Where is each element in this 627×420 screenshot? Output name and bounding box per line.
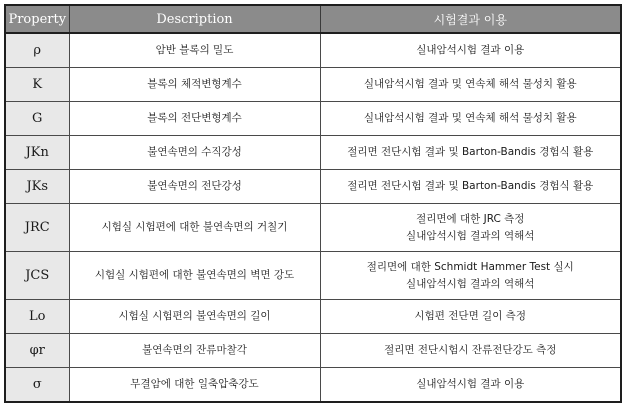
table-row: [5, 334, 621, 368]
description-cell: 무결암에 대한 일축압축강도: [69, 368, 320, 403]
description-cell: 불연속면의 잔류마찰각: [69, 334, 320, 368]
table-row: [5, 68, 621, 102]
usage-cell: [320, 252, 621, 300]
usage-cell: [320, 204, 621, 252]
property-cell: JCS: [5, 252, 69, 300]
usage-line: 실내암석시험 결과 및 연속체 해석 물성치 활용: [363, 78, 577, 90]
table-row: [5, 102, 621, 136]
usage-cell: [320, 300, 621, 334]
description-cell: 불연속면의 전단강성: [69, 170, 320, 204]
property-cell: G: [5, 102, 69, 136]
usage-cell: [320, 334, 621, 368]
property-cell: JRC: [5, 204, 69, 252]
usage-line: 절리면 전단시험 결과 및 Barton-Bandis 경험식 활용: [347, 146, 594, 158]
description-cell: 시험실 시험편에 대한 불연속면의 거칠기: [69, 204, 320, 252]
header-usage: 시험결과 이용: [320, 5, 621, 33]
property-cell: ρ: [5, 33, 69, 68]
property-cell: K: [5, 68, 69, 102]
property-cell: φr: [5, 334, 69, 368]
usage-line: 절리면에 대한 JRC 측정: [416, 212, 525, 225]
table-row: [5, 252, 621, 300]
property-cell: σ: [5, 368, 69, 403]
description-cell: 시험실 시험편에 대한 불연속면의 벽면 강도: [69, 252, 320, 300]
description-cell: 암반 블록의 밀도: [69, 33, 320, 68]
property-table-container: [4, 4, 622, 403]
table-row: [5, 368, 621, 403]
table-row: [5, 33, 621, 68]
usage-cell: [320, 136, 621, 170]
table-row: [5, 300, 621, 334]
description-cell: 불연속면의 수직강성: [69, 136, 320, 170]
usage-cell: [320, 368, 621, 403]
usage-line: 실내암석시험 결과의 역해석: [406, 229, 535, 242]
usage-cell: [320, 68, 621, 102]
table-body: [5, 33, 621, 402]
usage-cell: [320, 33, 621, 68]
usage-cell: [320, 170, 621, 204]
usage-line: 실내암석시험 결과의 역해석: [406, 277, 535, 290]
description-cell: 시험실 시험편의 불연속면의 길이: [69, 300, 320, 334]
usage-line: 시험편 전단면 길이 측정: [414, 310, 526, 322]
table-row: [5, 136, 621, 170]
usage-line: 절리면 전단시험시 잔류전단강도 측정: [384, 344, 557, 356]
usage-line: 실내암석시험 결과 및 연속체 해석 물성치 활용: [363, 112, 577, 124]
table-row: [5, 204, 621, 252]
table-row: [5, 170, 621, 204]
usage-cell: [320, 102, 621, 136]
usage-line: 절리면 전단시험 결과 및 Barton-Bandis 경험식 활용: [347, 180, 594, 192]
header-description: Description: [69, 5, 320, 33]
property-table: [4, 4, 622, 403]
header-property: Property: [5, 5, 69, 33]
table-header-row: [5, 5, 621, 33]
usage-line: 실내암석시험 결과 이용: [416, 378, 525, 390]
property-cell: Lo: [5, 300, 69, 334]
description-cell: 블록의 체적변형계수: [69, 68, 320, 102]
description-cell: 블록의 전단변형계수: [69, 102, 320, 136]
usage-line: 절리면에 대한 Schmidt Hammer Test 실시: [366, 260, 574, 273]
usage-line: 실내암석시험 결과 이용: [416, 44, 525, 56]
property-cell: JKn: [5, 136, 69, 170]
property-cell: JKs: [5, 170, 69, 204]
